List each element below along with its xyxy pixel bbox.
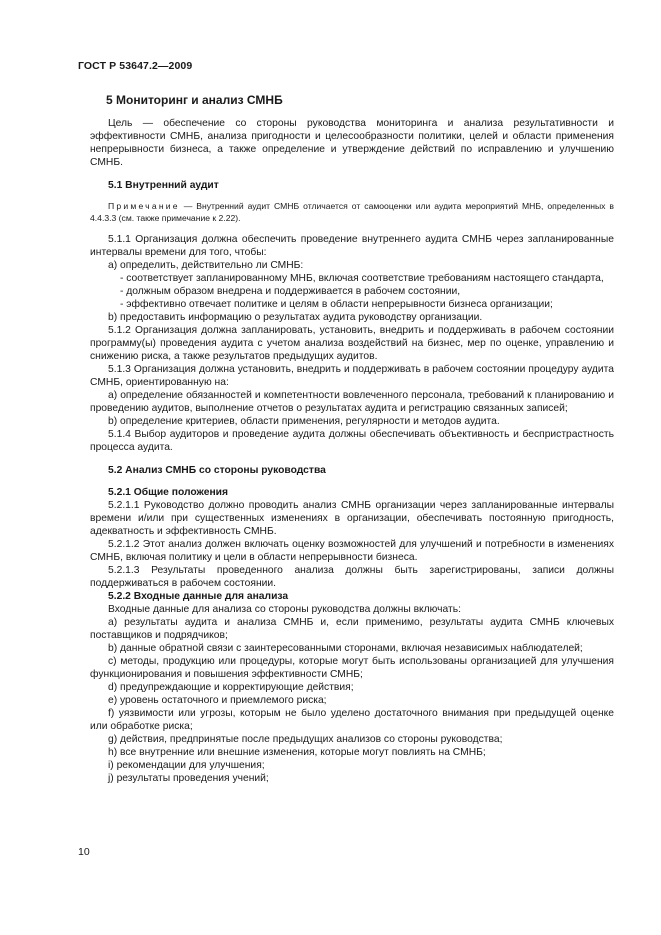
list-item: f) уязвимости или угрозы, которым не было уделено достаточного внимания при предыдущей оценке или обработке риска; [90,708,614,732]
para-5-1-2: 5.1.2 Организация должна запланировать, установить, внедрить и поддерживать в рабочем состоянии программу(ы) проведения аудита с учетом анализа воздействий на бизнес, мер по оценке, управлению и снижению риска, а также результатов предыдущих аудитов. [90,325,614,362]
list-item: d) предупреждающие и корректирующие действия; [108,682,354,693]
list-item: i) рекомендации для улучшения; [108,760,265,771]
section-5-2-2-title: 5.2.2 Входные данные для анализа [108,591,289,602]
list-item: b) данные обратной связи с заинтересованными сторонами, включая независимых наблюдателей; [108,643,583,654]
note [90,200,614,224]
para-5-1-3-b: b) определение критериев, области применения, регулярности и методов аудита. [108,416,500,427]
para-5-1-1-a: a) определить, действительно ли СМНБ: [108,260,304,271]
list-item: h) все внутренние или внешние изменения, которые могут повлиять на СМНБ; [108,747,486,758]
list-item: g) действия, предпринятые после предыдущих анализов со стороны руководства; [108,734,503,745]
section-5-intro: Цель — обеспечение со стороны руководства мониторинга и анализа результативности и эффективности СМНБ, анализа пригодности и целесообразности политики, целей и области применения непрерывности бизнеса, а также определение и утверждение действий по исправлению и улучшению СМНБ. [90,118,614,168]
para-5-2-1-1: 5.2.1.1 Руководство должно проводить анализ СМНБ организации через запланированные интервалы времени и/или при существенных изменениях в организации, обеспечивать постоянную пригодность, адекватность и эффективность СМНБ. [90,500,614,537]
note-label: Примечание [108,201,180,211]
page-number: 10 [78,846,90,858]
list-item: j) результаты проведения учений; [108,773,269,784]
para-5-2-1-3: 5.2.1.3 Результаты проведенного анализа должны быть зарегистрированы, записи должны поддерживаться в рабочем состоянии. [90,565,614,589]
para-5-1-1-b: b) предоставить информацию о результатах аудита руководству организации. [108,312,483,323]
para-5-2-2: Входные данные для анализа со стороны руководства должны включать: [108,604,461,615]
para-5-1-1-a1: - соответствует запланированному МНБ, включая соответствие требованиям настоящего стандарта, [120,273,604,284]
section-5-title: 5 Мониторинг и анализ СМНБ [106,93,283,107]
para-5-1-4: 5.1.4 Выбор аудиторов и проведение аудита должны обеспечивать объективность и беспристрастность процесса аудита. [90,429,614,453]
para-5-1-3: 5.1.3 Организация должна установить, внедрить и поддерживать в рабочем состоянии процедуру аудита СМНБ, ориентированную на: [90,364,614,388]
para-5-1-1-a3: - эффективно отвечает политике и целям в области непрерывности бизнеса организации; [120,299,553,310]
list-item: e) уровень остаточного и приемлемого риска; [108,695,327,706]
section-5-2-1-title: 5.2.1 Общие положения [108,487,228,498]
standard-header: ГОСТ Р 53647.2—2009 [78,60,193,72]
para-5-1-3-a: a) определение обязанностей и компетентности вовлеченного персонала, требований к планированию и проведению аудитов, выполнение отчетов о результатах аудита и регистрацию связанных записей; [90,390,614,414]
para-5-1-1-a2: - должным образом внедрена и поддерживается в рабочем состоянии, [120,286,461,297]
page-content [90,92,614,785]
list-item: c) методы, продукцию или процедуры, которые могут быть использованы организацией для улучшения функционирования и повышения эффективности СМНБ; [90,656,614,680]
para-5-2-1-2: 5.2.1.2 Этот анализ должен включать оценку возможностей для улучшений и потребности в изменениях СМНБ, включая политику и цели в области непрерывности бизнеса. [90,539,614,563]
note-text: — Внутренний аудит СМНБ отличается от самооценки или аудита мероприятий МНБ, определенных в 4.4.3.3 (см. также примечание к 2.22). [90,201,614,223]
para-5-1-1: 5.1.1 Организация должна обеспечить проведение внутреннего аудита СМНБ через запланированные интервалы времени для того, чтобы: [90,234,614,258]
section-5-2-title: 5.2 Анализ СМНБ со стороны руководства [108,465,326,476]
section-5-1-title: 5.1 Внутренний аудит [108,180,219,191]
list-item: a) результаты аудита и анализа СМНБ и, если применимо, результаты аудита СМНБ ключевых поставщиков и подрядчиков; [90,617,614,641]
